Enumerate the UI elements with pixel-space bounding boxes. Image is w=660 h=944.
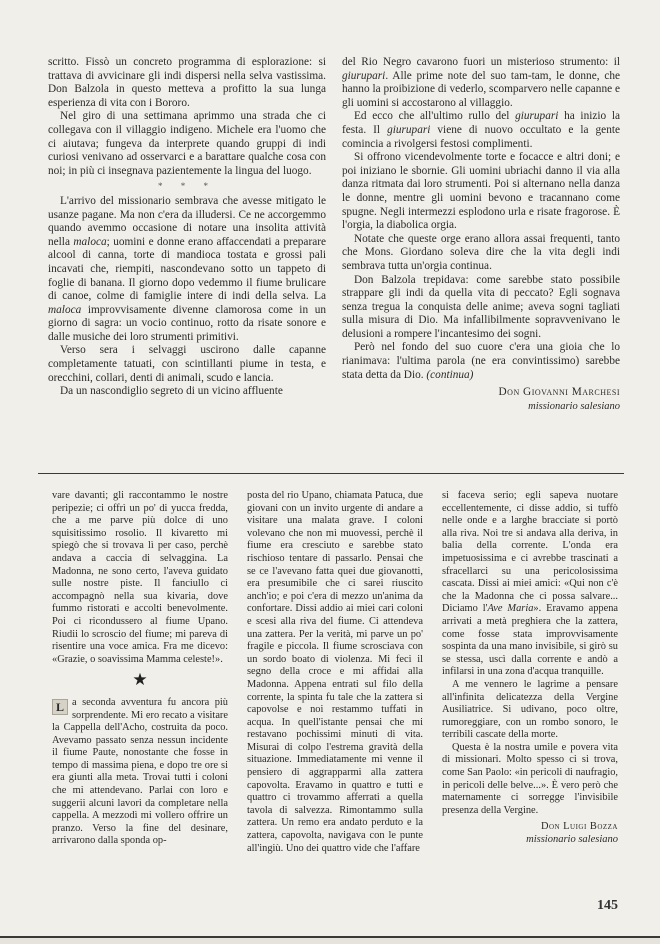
paragraph: del Rio Negro cavarono fuori un misterioso strumento: il giurupari. Alle prime note del suo tam-tam, le donne, che hanno la proibizione di vederlo, scomparvero nelle capanne e gli uomini si accostarono al villaggio. xyxy=(342,56,620,109)
author-signature xyxy=(442,821,618,846)
page-number: 145 xyxy=(597,898,618,913)
paragraph: vare davanti; gli raccontammo le nostre peripezie; ci offrì un po' di yucca fredda, che a me parve più dolce di uno squisitissimo rosolio. Il kivaretto mi spiegò che si trovava lì per caso, perchè andava a caccia di selvaggina. La Madonna, ne sono certo, l'aveva guidato sulle nostre piste. Il fanciullo ci accompagnò nella sua kivaria, dove fummo ristorati e accolti benevolmente. Poi ci ricondussero al fiume Upano. Riudii lo scroscio del fiume; mi pareva di risentire una voce amica. Fra me dicevo: «Grazie, o soavissima Mamma celeste!». xyxy=(52,490,228,665)
drop-cap-letter: L xyxy=(52,699,68,715)
paragraph: scritto. Fissò un concreto programma di esplorazione: si trattava di avvicinare gli indi dispersi nella selva vastissima. Don Balzola in questo metteva a profitto la sua lunga esperienza di vita con i Bororo. xyxy=(48,56,326,109)
lower-column-3 xyxy=(442,490,618,902)
paragraph: L a seconda avventura fu ancora più sorprendente. Mi ero recato a visitare la Cappella dell'Acho, costruita da poco. Avevamo passato senza nessun incidente il fiume Paute, nonostante che fosse in tempo di massima piena, e dopo tre ore si era giunti alla meta. Trovai tutti i coloni che mi attendevano. Parlai con loro e suggerii alcuni lavori da completare nella cappella. A mezzodì mi vollero offrire un pranzo. Verso la fine del desinare, arrivarono dalla sponda op- xyxy=(52,696,228,847)
author-role: missionario salesiano xyxy=(526,834,618,846)
author-name: Don Luigi Bozza xyxy=(540,821,618,833)
paragraph: si faceva serio; egli sapeva nuotare eccellentemente, ci disse addio, si tuffò nelle onde e a larghe bracciate si portò alla riva. Noi tre si andava alla deriva, in balia della corrente. L'onda era impetuosissima e ci avrebbe trascinati a sfracellarci su una pericolosissima cascata. Dissi ai miei amici: «Qui non c'è che la Madonna che ci possa salvare... Diciamo l'Ave Maria». Eravamo appena arrivati a metà preghiera che la zattera, come fosse stata improvvisamente sospinta da una mano invisibile, si girò su se stessa, uscì dalla corrente e andò a infilarsi in una zona d'acqua tranquille. xyxy=(442,490,618,678)
upper-right-column xyxy=(342,56,620,464)
lower-column-1 xyxy=(52,490,228,902)
lower-article-section xyxy=(52,490,618,902)
upper-article-section xyxy=(48,56,620,464)
paragraph: Nel giro di una settimana aprimmo una strada che ci collegava con il villaggio indigeno. Michele era l'uomo che ci aiutava; fungeva da interprete quando gruppi di indi curiosi venivano ad osservarci e a barattare qualche cosa con noi; in più ci insegnava pazientemente la lingua del luogo. xyxy=(48,110,326,177)
author-signature xyxy=(342,386,620,413)
paragraph: Don Balzola trepidava: come sarebbe stato possibile strappare gli indi da quella vita di peccato? Egli sognava senza tregua la conquista delle anime; aveva sogni tagliati sulla misura di Dio. Ma infallibilmente sopravvenivano le delusioni a rompere l'incantesimo dei sogni. xyxy=(342,273,620,340)
star-separator-icon: ★ xyxy=(132,670,148,690)
author-role: missionario salesiano xyxy=(528,400,620,412)
paragraph: Ed ecco che all'ultimo rullo del giurupari ha inizio la festa. Il giurupari viene di nuovo occultato e la gente comincia a rivolgersi festosi complimenti. xyxy=(342,110,621,150)
section-divider xyxy=(38,473,624,474)
paragraph: A me vennero le lagrime a pensare all'infinita delicatezza della Vergine Ausiliatrice. Si udivano, poco oltre, rumoreggiare, con un rombo sonoro, le terribili cascate della morte. xyxy=(442,678,618,741)
paragraph: Questa è la nostra umile e povera vita di missionari. Molto spesso ci si trova, come San Paolo: «in pericoli di naufragio, in pericoli delle belve...». È vero però che maternamente ci sorregge l'invisibile presenza della Vergine. xyxy=(442,741,618,816)
paragraph: L'arrivo del missionario sembrava che avesse mitigato le usanze pagane. Ma non c'era da illudersi. Ce ne accorgemmo quando avemmo occasione di notare una insolita attività nella maloca; uomini e donne erano affaccendati a preparare alcool di canna, torte di mandioca tostata e grossi pali incavati che, riempiti, nascondevano sotto un tappeto di foglie di banana. Il giorno dopo vedemmo il fiume brulicare di canoe, colme di famiglie intere di indi della selva. La maloca improvvisamente divenne clamorosa come in un giorno di sagra: un vocio continuo, rotto da risate sonore e dalle musiche dei loro strumenti primitivi. xyxy=(48,194,327,343)
paragraph: Però nel fondo del suo cuore c'era una gioia che lo rianimava: l'ultima parola (ne era convintissimo) sarebbe stata detta da Dio. (continua) xyxy=(342,341,620,381)
paragraph: Si offrono vicendevolmente torte e focacce e altri doni; e poi iniziano le sbornie. Gli uomini ubriachi danno il via alla danza ritmata dai loro strumenti. Poi si alternano nella danza le donne, mentre gli uomini bevono e tracannano come spugne. Negli intermezzi esplodono urla e risate fragorose. È l'orgia, la diabolica orgia. xyxy=(342,151,620,232)
paragraph: Verso sera i selvaggi uscirono dalle capanne completamente tatuati, con scintillanti piume in testa, e orecchini, collari, denti di animali, scudo e lancia. xyxy=(48,344,326,384)
upper-left-column xyxy=(48,56,326,464)
paragraph: Notate che queste orge erano allora assai frequenti, tanto che Mons. Giordano soleva dire che la vita degli indi sembrava tutta un'orgia continua. xyxy=(342,232,620,272)
paragraph: posta del rio Upano, chiamata Patuca, due giovani con un invito urgente di andare a visitare una malata grave. I coloni volevano che non mi muovessi, perchè il fiume era cresciuto e sarebbe stato rischioso tentare di passarlo. Pensai che se ce l'avevano fatta quei due giovanotti, era presumibile che ci sarei riuscito anch'io; e poi c'era di mezzo un'anima da confortare. Dissi addio ai miei cari coloni e scesi alla riva del fiume. Ci attendeva una zattera. Per la verità, mi parve un po' fragile e piccola. Il fiume scrosciava con un sordo boato di violenza. Mi feci il segno della croce e mi affidai alla Madonna. Appena entrati sul filo della corrente, la spinta fu tale che la zattera si capovolse e noi restammo tuffati in acqua. In quell'istante pensai che mi restavano pochissimi minuti di vita. Misurai di colpo l'estrema gravità della situazione. Immediatamente mi venne il pensiero di aggrapparmi alla zattera capovolta. Eravamo in quattro e tutti e quattro ci trovammo afferrati a quella tavola di salvezza. Rimontammo sulla zattera. Un remo era andato perduto e la zattera, capovolta, navigava con le punte all'ingiù. Uno dei quattro vide che l'affare xyxy=(247,490,423,854)
lower-column-2 xyxy=(247,490,423,902)
section-separator-stars: * * * xyxy=(158,181,216,192)
page-bottom-edge xyxy=(0,936,660,944)
paragraph: Da un nascondiglio segreto di un vicino affluente xyxy=(60,385,283,398)
author-name: Don Giovanni Marchesi xyxy=(498,386,620,399)
